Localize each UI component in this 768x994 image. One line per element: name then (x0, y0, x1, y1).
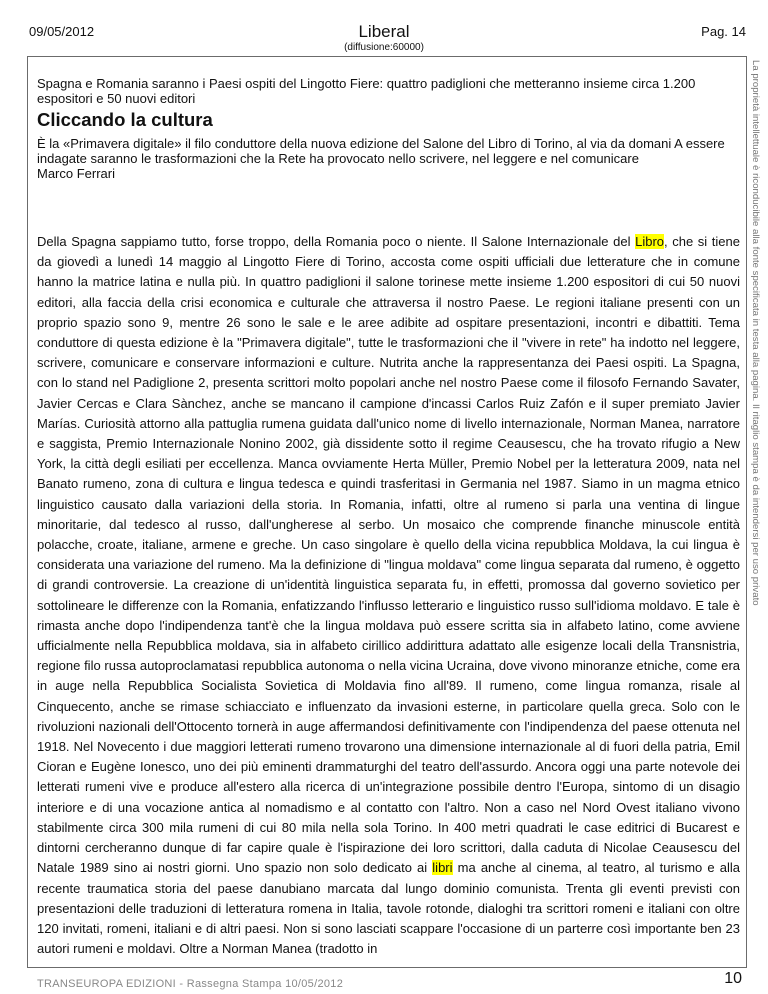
article-title: Cliccando la cultura (37, 109, 213, 130)
side-note-text: La proprietà intellettuale è riconducibile alla fonte specificata in testa alla pagina. Il ritaglio stampa è da intendersi per uso privato (750, 60, 761, 606)
article-intro: È la «Primavera digitale» il filo conduttore della nuova edizione del Salone del Libro di Torino, al via da domani A essere indagate saranno le trasformazioni che la Rete ha provocato nello scrivere, nel leggere e nel comunicare (37, 136, 725, 166)
highlight-libri: libri (432, 860, 453, 876)
body-part-3: ma anche al cinema, al teatro, al turismo e alla recente traumatica storia del paese danubiano marcata dal lungo dominio comunista. Trenta gli eventi previsti con presentazioni delle traduzioni di letteratura romena in Italia, tavole rotonde, dialoghi tra scrittori romeni e italiani con oltre 120 invitati, romeni, italiani e di altri paesi. Non si sono lasciati scappare l'occasione di un parterre così importante ben 23 autori rumeni e moldavi. Oltre a Norman Manea (tradotto in (37, 860, 740, 957)
header-diffusion: (diffusione:60000) (344, 42, 424, 53)
highlight-libro: Libro (635, 234, 665, 249)
article-header (37, 76, 740, 181)
article-subtitle: Spagna e Romania saranno i Paesi ospiti del Lingotto Fiere: quattro padiglioni che metteranno insieme circa 1.200 espositori e 50 nuovi editori (37, 76, 696, 106)
article-author: Marco Ferrari (37, 166, 116, 181)
header-date: 09/05/2012 (29, 24, 95, 39)
header-title: Liberal (358, 22, 410, 41)
footer-page-number: 10 (724, 970, 742, 987)
body-part-1: Della Spagna sappiamo tutto, forse troppo, della Romania poco o niente. Il Salone Internazionale del (37, 234, 636, 249)
body-part-2: , che si tiene da giovedì a lunedì 14 maggio al Lingotto Fiere di Torino, accosta come ospiti ufficiali due letterature che in comune hanno la matrice latina e nulla più. In quattro padiglioni il salone torinese mette insieme 1.200 espositori di cui 50 nuovi editori, alla faccia della crisi economica e culturale che attraversa il nostro Paese. Le regioni italiane presenti con un proprio spazio sono 9, mentre 26 sono le sale e le aree adibite ad ospitare presentazioni, incontri e dibattiti. Tema conduttore di questa edizione è la "Primavera digitale", tutte le trasformazioni che il "vivere in rete" ha indotto nel leggere, scrivere, comunicare e conservare informazioni e culture. Nutrita anche la rappresentanza dei Paesi ospiti. La Spagna, con lo stand nel Padiglione 2, presenta scrittori molto popolari anche nel nostro Paese come il filosofo Fernando Savater, Javier Cercas e Clara Sànchez, anche se mancano il campione d'incassi Carlos Ruiz Zafón e il super premiato Javier Marías. Curiosità attorno alla pattuglia rumena guidata dall'unico nome di livello internazionale, Norman Manea, narratore e saggista, Premio Internazionale Nonino 2002, già dissidente sotto il regime Ceausescu, che ha trovato rifugio a New York, la città degli esiliati per eccellenza. Manca ovviamente Herta Müller, Premio Nobel per la letteratura 2009, nata nel Banato rumeno, zona di cultura e lingua tedesca e quindi trasferitasi in Germania nel 1987. Siamo in un magma etnico linguistico causato dalla variazioni della storia. In Romania, infatti, oltre al rumeno si parla una ventina di lingue minoritarie, dal tedesco al russo, dall'ungherese al serbo. Un mosaico che comprende finanche minuscole entità polacche, croate, italiane, armene e greche. Un caso singolare è quello della vicina repubblica Moldava, la cui lingua è considerata una variazione del rumeno. Ma la definizione di "lingua moldava" come lingua separata dal rumeno, è oggetto di grandi controversie. La creazione di un'identità linguistica separata fu, in effetti, promossa dal governo sovietico per sottolineare le differenze con la Romania, enfatizzando l'influsso letterario e linguistico russo sull'idioma moldavo. E tale è rimasta anche dopo l'indipendenza tant'è che la lingua moldava può essere scritta sia in alfabeto latino, come avviene ufficialmente nella Repubblica moldava, sia in alfabeto cirillico addirittura adattato alle esigenze locali della Transnistria, regione filo russa autoproclamatasi repubblica autonoma o nella vicina Ucraina, dove vivono minoranze etniche, come era in auge nella Repubblica Socialista Sovietica di Moldavia fino all'89. Il rumeno, come lingua romanza, risale al Cinquecento, anche se rimase schiacciato e influenzato da invasioni esterne, in particolare quella greca. Solo con le rivoluzioni nazionali dell'Ottocento tornerà in auge affermandosi definitivamente con l'indipendenza del paese ottenuta nel 1918. Nel Novecento i due maggiori letterati rumeno trovarono una dimensione internazionale al di fuori della patria, Emil Cioran e Eugène Ionesco, uno dei più eminenti drammaturghi del teatro dell'assurdo. Ancora oggi una parte notevole dei letterati rumeni vive e produce all'estero alla ricerca di un'integrazione possibile dentro l'Europa, sintomo di un disagio interiore e di una vocazione antica al nomadismo e al contatto con l'altro. Non a caso nel Nord Ovest italiano vivono stabilmente circa 300 mila rumeni di cui 80 mila nella sola Torino. In 400 metri quadrati le case editrici di Bucarest e dintorni cercheranno dunque di far capire quale è l'ispirazione dei loro scrittori, dalla caduta di Nicolae Ceausescu del Natale 1989 sino ai nostri giorni. Uno spazio non solo dedicato ai (37, 234, 740, 876)
header-page: Pag. 14 (701, 24, 746, 39)
article-body (37, 232, 740, 959)
footer-source: TRANSEUROPA EDIZIONI - Rassegna Stampa 10/05/2012 (37, 978, 344, 990)
side-note (747, 60, 763, 606)
